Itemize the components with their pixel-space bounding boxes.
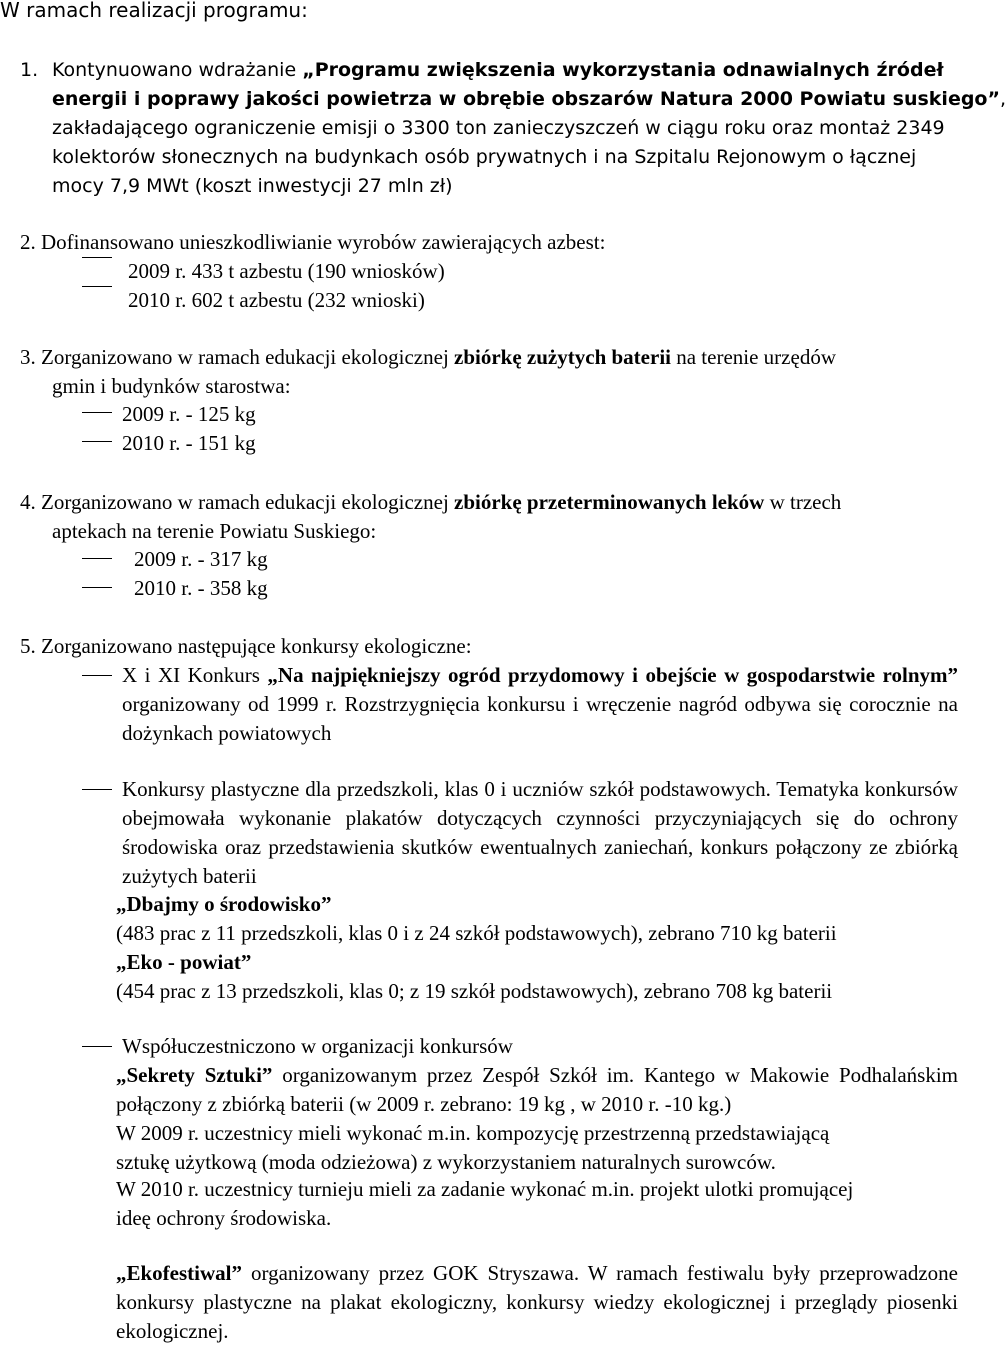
item3-bullet-2009: 2009 r. - 125 kg [122,402,256,426]
item2-title: 2. Dofinansowano unieszkodliwianie wyrobów zawierających azbest: [20,230,606,254]
item3-bullet-2010: 2010 r. - 151 kg [122,431,256,455]
contest3-ekofestiwal-paragraph: „Ekofestiwal” organizowany przez GOK Stryszawa. W ramach festiwalu były przeprowadzone konkursy plastyczne na plakat ekologiczny, konkursy wiedzy ekologicznej i przeglądy piosenki ekologicznej. [116,1261,958,1343]
item1-line3: zakładającego ograniczenie emisji o 3300 ton zanieczyszczeń w ciągu roku oraz montaż 2349 [52,117,945,139]
contest3-2009-line1: W 2009 r. uczestnicy mieli wykonać m.in. kompozycję przestrzenną przedstawiającą [116,1121,830,1145]
contest3-2009-line2: sztukę użytkową (moda odzieżowa) z wykorzystaniem naturalnych surowców. [116,1150,776,1174]
item4-line1: 4. Zorganizowano w ramach edukacji ekologicznej zbiórkę przeterminowanych leków w trzech [20,490,842,514]
dash-icon [82,675,112,676]
item1-number: 1. [20,59,39,81]
dash-icon [82,441,112,442]
dash-icon [82,412,112,413]
dash-icon [82,1046,112,1047]
contest3-sekrety-paragraph: „Sekrety Sztuki” organizowanym przez Zespół Szkół im. Kantego w Makowie Podhalańskim połączony z zbiórką baterii (w 2009 r. zebrano: 19 kg , w 2010 r. -10 kg.) [116,1063,958,1116]
item1-line2: energii i poprawy jakości powietrza w obrębie obszarów Natura 2000 Powiatu suskiego”, [52,88,1006,110]
item1-line5: mocy 7,9 MWt (koszt inwestycji 27 mln zł) [52,175,453,197]
item2-bullet-2010: 2010 r. 602 t azbestu (232 wnioski) [128,288,425,312]
item3-line2: gmin i budynków starostwa: [52,374,291,398]
dash-icon [82,558,112,559]
item4-bullet-2010: 2010 r. - 358 kg [134,576,268,600]
contest2-paragraph: Konkursy plastyczne dla przedszkoli, klas 0 i uczniów szkół podstawowych. Tematyka konkursów obejmowała wykonanie plakatów dotyczących czynności przyczyniających się do ochrony środowiska oraz przedstawienia skutków ewentualnych zaniechań, konkurs połączony ze zbiórką zużytych baterii [122,777,958,888]
item1-line1: Kontynuowano wdrażanie „Programu zwiększenia wykorzystania odnawialnych źródeł [52,59,944,81]
contest1-paragraph: X i XI Konkurs „Na najpiękniejszy ogród przydomowy i obejście w gospodarstwie rolnym” organizowany od 1999 r. Rozstrzygnięcia konkursu i wręczenie nagród odbywa się corocznie na dożynkach powiatowych [122,663,958,745]
item2-bullet-2009: 2009 r. 433 t azbestu (190 wniosków) [128,259,445,283]
contest2-sub1-text: (483 prac z 11 przedszkoli, klas 0 i z 24 szkół podstawowych), zebrano 710 kg baterii [116,921,837,945]
page-heading: W ramach realizacji programu: [0,0,308,22]
contest3-2010-line1: W 2010 r. uczestnicy turnieju mieli za zadanie wykonać m.in. projekt ulotki promującej [116,1177,854,1201]
contest2-sub2-title: „Eko - powiat” [116,950,252,974]
item3-line1: 3. Zorganizowano w ramach edukacji ekologicznej zbiórkę zużytych baterii na terenie urzędów [20,345,836,369]
contest2-sub1-title: „Dbajmy o środowisko” [116,892,332,916]
dash-icon [82,286,112,287]
dash-icon [82,257,112,258]
item5-title: 5. Zorganizowano następujące konkursy ekologiczne: [20,634,472,658]
dash-icon [82,587,112,588]
item4-bullet-2009: 2009 r. - 317 kg [134,547,268,571]
contest3-2010-line2: ideę ochrony środowiska. [116,1206,332,1230]
dash-icon [82,789,112,790]
contest3-title: Współuczestniczono w organizacji konkursów [122,1034,513,1058]
contest2-sub2-text: (454 prac z 13 przedszkoli, klas 0; z 19 szkół podstawowych), zebrano 708 kg baterii [116,979,833,1003]
item4-line2: aptekach na terenie Powiatu Suskiego: [52,519,377,543]
item1-line4: kolektorów słonecznych na budynkach osób prywatnych i na Szpitalu Rejonowym o łącznej [52,146,917,168]
